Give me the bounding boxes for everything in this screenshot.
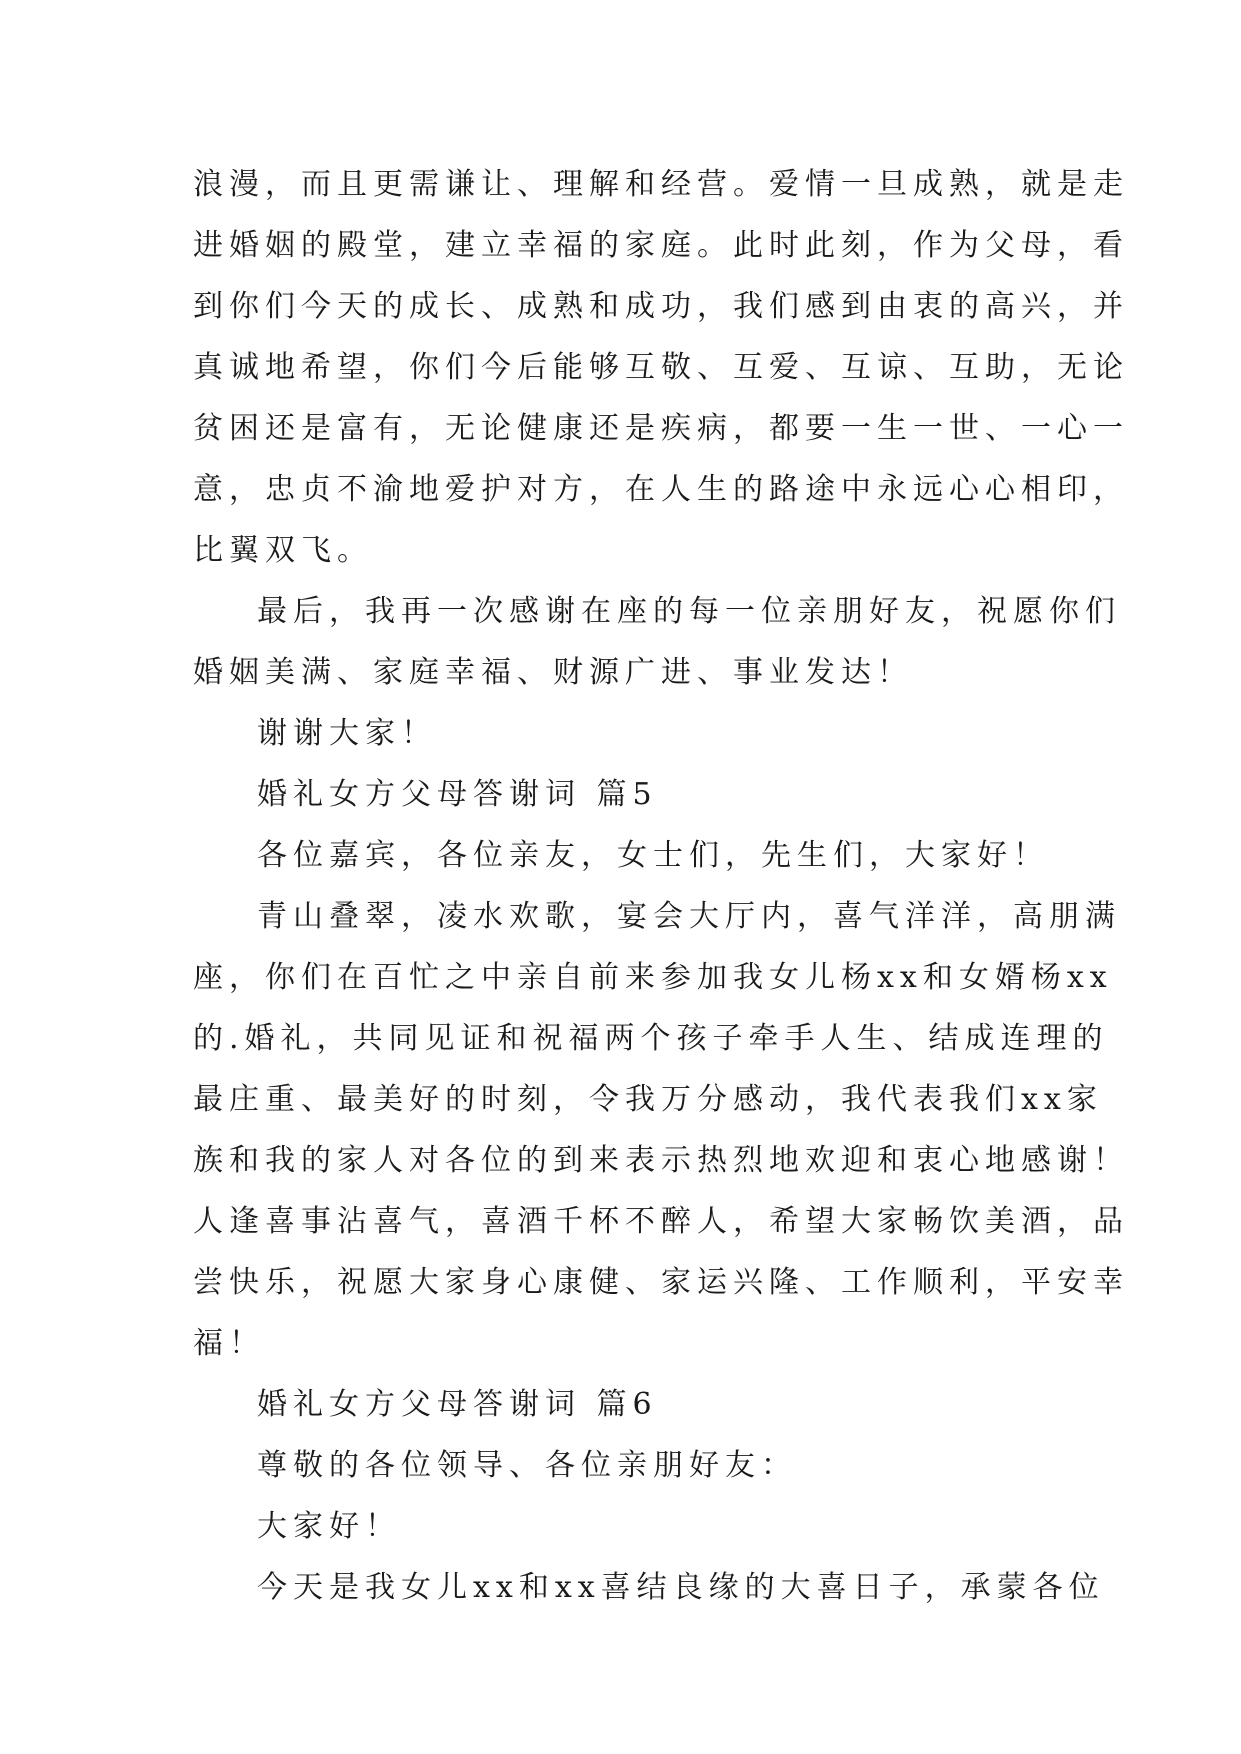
text-line: 族和我的家人对各位的到来表示热烈地欢迎和衷心地感谢！ [193, 1143, 1129, 1178]
document-body [193, 154, 1129, 1618]
greeting-line: 各位嘉宾，各位亲友，女士们，先生们，大家好！ [257, 838, 1049, 873]
greeting-line: 大家好！ [257, 1509, 401, 1544]
paragraph-start-line: 今天是我女儿xx和xx喜结良缘的大喜日子，承蒙各位 [257, 1570, 1105, 1605]
text-line: 座，你们在百忙之中亲自前来参加我女儿杨xx和女婿杨xx [193, 960, 1113, 995]
paragraph-start-line: 最后，我再一次感谢在座的每一位亲朋好友，祝愿你们 [257, 594, 1121, 629]
text-line: 尝快乐，祝愿大家身心康健、家运兴隆、工作顺利，平安幸 [193, 1265, 1129, 1300]
text-line: 人逢喜事沾喜气，喜酒千杯不醉人，希望大家畅饮美酒，品 [193, 1204, 1129, 1239]
paragraph-start-line: 青山叠翠，凌水欢歌，宴会大厅内，喜气洋洋，高朋满 [257, 899, 1121, 934]
section-heading: 婚礼女方父母答谢词 篇5 [257, 777, 658, 812]
section-heading: 婚礼女方父母答谢词 篇6 [257, 1387, 658, 1422]
text-line: 福！ [193, 1326, 265, 1361]
text-line: 浪漫，而且更需谦让、理解和经营。爱情一旦成熟，就是走 [193, 167, 1129, 202]
text-line: 意，忠贞不渝地爱护对方，在人生的路途中永远心心相印， [193, 472, 1129, 507]
text-line: 的.婚礼，共同见证和祝福两个孩子牵手人生、结成连理的 [193, 1021, 1109, 1056]
text-line: 进婚姻的殿堂，建立幸福的家庭。此时此刻，作为父母，看 [193, 228, 1129, 263]
text-line: 真诚地希望，你们今后能够互敬、互爱、互谅、互助，无论 [193, 350, 1129, 385]
text-line: 贫困还是富有，无论健康还是疾病，都要一生一世、一心一 [193, 411, 1129, 446]
text-line: 比翼双飞。 [193, 533, 373, 568]
text-line: 到你们今天的成长、成熟和成功，我们感到由衷的高兴，并 [193, 289, 1129, 324]
text-line: 婚姻美满、家庭幸福、财源广进、事业发达！ [193, 655, 913, 690]
greeting-line: 尊敬的各位领导、各位亲朋好友： [257, 1448, 797, 1483]
text-line: 最庄重、最美好的时刻，令我万分感动，我代表我们xx家 [193, 1082, 1103, 1117]
paragraph-start-line: 谢谢大家！ [257, 716, 437, 751]
